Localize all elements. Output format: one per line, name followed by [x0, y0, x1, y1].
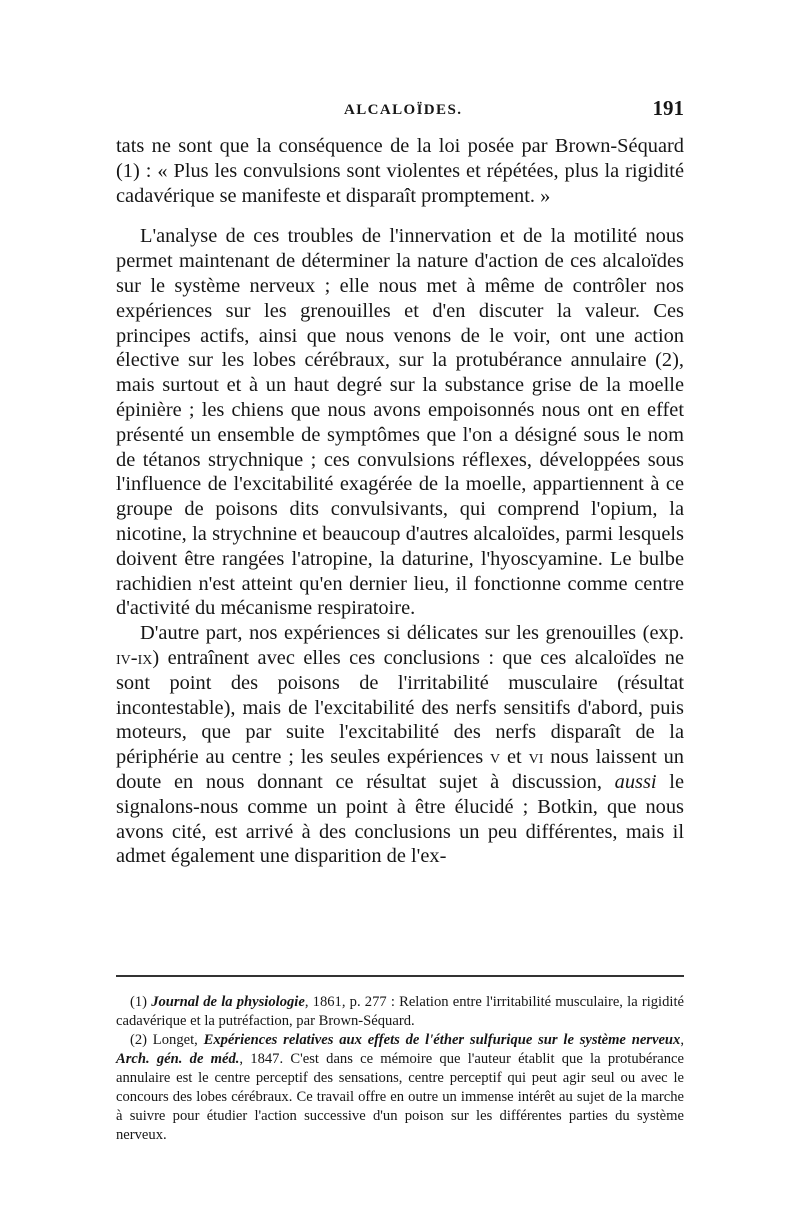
paragraph-3-conjunction: et [500, 746, 529, 769]
footnote-1-journal: Journal de la physiologie [151, 994, 305, 1010]
italic-aussi: aussi [614, 770, 657, 793]
paragraph-3-part-a: D'autre part, nos expériences si délicates sur les grenouilles (exp. [140, 622, 684, 645]
footnote-1-text: , 1861, p. 277 : Relation entre l'irritabilité musculaire, la rigidité cadavérique et la putréfaction, par Brown-Séquard. [116, 994, 684, 1029]
paragraph-3-part-c: nous laissent un doute en nous donnant ce résultat sujet à discussion, [116, 746, 684, 793]
experiment-vi: vi [528, 746, 544, 769]
paragraph-1: tats ne sont que la conséquence de la loi posée par Brown-Séquard (1) : « Plus les convulsions sont violentes et répétées, plus la rigidité cadavérique se manifeste et disparaît promptement. » [116, 135, 684, 207]
paragraph-2: L'analyse de ces troubles de l'innervation et de la motilité nous permet maintenant de déterminer la nature d'action de ces alcaloïdes sur le système nerveux ; elle nous met à même de contrôler nos expériences sur les grenouilles et d'en discuter la valeur. Ces principes actifs, ainsi que nous venons de le voir, ont une action élective sur les lobes cérébraux, sur la protubérance annulaire (2), mais surtout et à un haut degré sur la substance grise de la moelle épinière ; les chiens que nous avons empoisonnés nous ont en effet présenté un ensemble de symptômes que l'on a désigné sous le nom de tétanos strychnique ; ces convulsions réflexes, développées sous l'influence de l'excitabilité exagérée de la moelle, appartiennent à ce groupe de poisons dits convulsivants, qui comprend l'opium, la nicotine, la strychnine et beaucoup d'autres alcaloïdes, parmi lesquels doivent être rangées l'atropine, la daturine, l'hyoscyamine. Le bulbe rachidien n'est atteint qu'en dernier lieu, il fonctionne comme centre d'activité du mécanisme respiratoire. [116, 225, 684, 620]
page-number: 191 [652, 96, 684, 120]
footnote-2 [116, 1031, 684, 1145]
paragraph-3-part-d: le signalons-nous comme un point à être élucidé ; Botkin, que nous avons cité, est arrivé à des conclusions un peu différentes, mais il admet également une disparition de l'ex- [116, 770, 684, 868]
footnote-2-text: , 1847. C'est dans ce mémoire que l'auteur établit que la protubérance annulaire est le centre perceptif des sensations, centre perceptif qui peut agir seul ou avec le concours des lobes cérébraux. Ce travail offre en outre un immense intérêt au sujet de la marche à suivre pour étudier l'action successive d'un poison sur les différentes parties du système nerveux. [116, 1051, 684, 1143]
footnote-2-title: Expériences relatives aux effets de l'éther sulfurique sur le système nerveux [203, 1032, 681, 1048]
footnotes [116, 993, 684, 1145]
footnote-2-journal: Arch. gén. de méd. [116, 1051, 240, 1067]
paragraph-3-part-b: ) entraînent avec elles ces conclusions : que ces alcaloïdes ne sont point des poisons de l'irritabilité musculaire (résultat incontestable), mais de l'excitabilité des nerfs sensitifs d'abord, puis moteurs, que par suite l'excitabilité des nerfs disparaît de la périphérie au centre ; les seules expériences [116, 646, 684, 769]
experiment-v: v [490, 746, 501, 769]
footnote-2-separator: , [680, 1032, 684, 1048]
running-title: ALCALOÏDES. [344, 102, 463, 118]
footnote-1 [116, 993, 684, 1031]
footnote-1-number: (1) [130, 994, 152, 1010]
footnote-rule [116, 975, 684, 977]
paragraph-3 [116, 621, 684, 869]
body-text [116, 134, 684, 869]
page-header [116, 96, 684, 126]
experiment-range: iv-ix [116, 646, 153, 669]
footnote-2-number: (2) Longet, [130, 1032, 204, 1048]
